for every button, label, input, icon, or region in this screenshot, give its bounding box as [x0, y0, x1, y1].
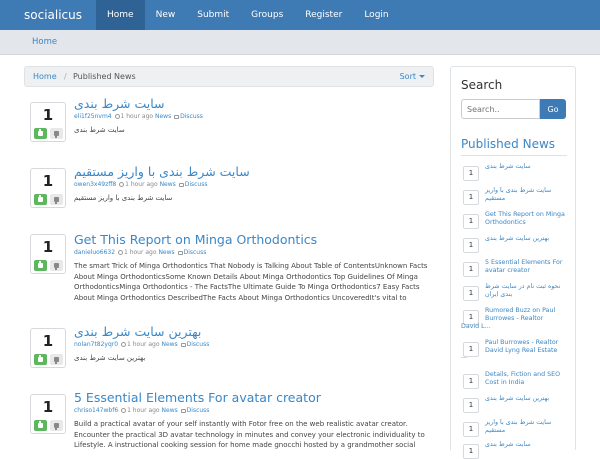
upvote-button[interactable]: [34, 128, 47, 139]
story-category[interactable]: News: [159, 181, 176, 188]
search-heading: Search: [461, 78, 503, 92]
story-author[interactable]: nolan7t82yqr0: [74, 341, 119, 348]
search-go-button[interactable]: Go: [540, 99, 566, 119]
news-list: [24, 66, 434, 449]
sidebar-vote-count: 1: [463, 262, 479, 277]
story-discuss[interactable]: Discuss: [186, 341, 210, 348]
story-category[interactable]: News: [154, 113, 172, 120]
vote-count: 1: [42, 398, 54, 416]
thumbs-down-icon: [54, 357, 59, 362]
published-news-heading: Published News: [461, 137, 556, 151]
story-description: The smart Trick of Minga Orthodontics That Nobody is Talking About Table of ContentsUnknown Facts About Minga OrthodonticsSome Known Details About Minga Orthodontics Top Guidelines Of Minga OrthodonticsMinga Orthodontics - The FactsThe Ultimate Guide To Minga Orthodontics7 Easy Facts About Minga Orthodontics DescribedThe Facts About Minga Orthodontics UncoveredIt's vital to: [74, 262, 428, 302]
story-time: 1 hour ago: [127, 341, 160, 348]
thumbs-up-icon: [38, 423, 43, 428]
vote-count: 1: [42, 332, 54, 350]
clock-icon: [118, 250, 123, 255]
breadcrumb-current: Published News: [73, 72, 136, 81]
breadcrumb-home-link[interactable]: Home: [32, 37, 58, 47]
upvote-button[interactable]: [34, 194, 47, 205]
thumbs-up-icon: [38, 357, 43, 362]
comment-icon: [179, 183, 184, 187]
sidebar-vote-count: 1: [463, 310, 479, 325]
story-meta: [74, 341, 209, 348]
sidebar-vote-count: 1: [463, 238, 479, 253]
vote-box: [30, 234, 66, 274]
story-description: سایت شرط بندی: [74, 126, 125, 134]
sort-label: Sort: [399, 72, 416, 81]
comment-icon: [181, 409, 186, 413]
downvote-button[interactable]: [50, 194, 63, 205]
comment-icon: [174, 115, 179, 119]
vote-count: 1: [42, 238, 54, 256]
nav-submit[interactable]: Submit: [197, 10, 230, 20]
caret-down-icon: [419, 75, 425, 78]
sidebar-news-title[interactable]: بهترین سایت شرط بندی: [485, 395, 550, 402]
nav-groups[interactable]: Groups: [251, 10, 284, 20]
sidebar-vote-count: 1: [463, 286, 479, 301]
sidebar: [450, 66, 576, 455]
sidebar-news-title[interactable]: Paul Burrowes - Realtor David Lyng Real Estate: [485, 339, 559, 354]
sidebar-news-title[interactable]: سایت شرط بندی با واریز مستقیم: [485, 187, 552, 202]
thumbs-up-icon: [38, 197, 43, 202]
breadcrumb-separator: /: [64, 72, 67, 81]
nav-home[interactable]: Home: [96, 0, 145, 30]
story-author[interactable]: chriso147wbf6: [74, 407, 119, 414]
clock-icon: [121, 342, 126, 347]
sidebar-news-title-continued[interactable]: David L...: [461, 323, 491, 330]
thumbs-down-icon: [54, 263, 59, 268]
downvote-button[interactable]: [50, 420, 63, 431]
story-description: Build a practical avatar of your self instantly with Fotor free on the web realistic avatar creator. Encounter the practical 3D avatar technology in minutes and convey your electronic individuality to Lifestyle. A instructional cooking session for home made gnocchi hosted by a grandmother social: [74, 420, 425, 449]
downvote-button[interactable]: [50, 354, 63, 365]
top-navbar: [0, 0, 600, 30]
search-input[interactable]: [461, 99, 540, 119]
story-meta: [74, 113, 203, 120]
divider: [461, 155, 567, 156]
story-time: 1 hour ago: [123, 249, 157, 256]
story-title[interactable]: بهترین سایت شرط بندی: [74, 324, 202, 339]
breadcrumb-home[interactable]: Home: [33, 72, 57, 81]
comment-icon: [178, 251, 183, 255]
sidebar-vote-count: 1: [463, 398, 479, 413]
nav-new[interactable]: New: [155, 10, 176, 20]
thumbs-down-icon: [54, 131, 59, 136]
vote-count: 1: [42, 172, 54, 190]
story-title[interactable]: Get This Report on Minga Orthodontics: [74, 232, 318, 247]
sidebar-vote-count: 1: [463, 190, 479, 205]
upvote-button[interactable]: [34, 260, 47, 271]
sidebar-vote-count: 1: [463, 342, 479, 357]
story-discuss[interactable]: Discuss: [186, 407, 210, 414]
story-author[interactable]: danieluo6632: [74, 249, 116, 256]
vote-box: [30, 168, 66, 208]
thumbs-up-icon: [38, 263, 43, 268]
sidebar-news-title[interactable]: Rumored Buzz on Paul Burrowes - Realtor: [485, 307, 556, 322]
clock-icon: [119, 182, 124, 187]
story-description: سایت شرط بندی با واریز مستقیم: [74, 194, 173, 202]
story-time: 1 hour ago: [120, 113, 154, 120]
sidebar-news-title[interactable]: نحوه ثبت نام در سایت شرط بندی ایران: [485, 283, 561, 298]
sidebar-vote-count: 1: [463, 422, 479, 437]
story-category[interactable]: News: [158, 249, 175, 256]
sidebar-news-title[interactable]: سایت شرط بندی: [485, 441, 531, 448]
story-author[interactable]: eli1f25nvm4: [74, 113, 112, 120]
sidebar-news-title-continued[interactable]: ...: [461, 353, 468, 360]
story-discuss[interactable]: Discuss: [183, 249, 207, 256]
story-meta: [74, 249, 206, 256]
vote-box: [30, 328, 66, 368]
breadcrumb-bar: [0, 30, 600, 55]
vote-count: 1: [42, 106, 54, 124]
sidebar-vote-count: 1: [463, 374, 479, 389]
nav-register[interactable]: Register: [305, 10, 343, 20]
downvote-button[interactable]: [50, 260, 63, 271]
story-category[interactable]: News: [161, 341, 178, 348]
upvote-button[interactable]: [34, 420, 47, 431]
story-category[interactable]: News: [161, 407, 178, 414]
sidebar-news-title[interactable]: سایت شرط بندی با واریز مستقیم: [485, 419, 552, 434]
comment-icon: [181, 343, 186, 347]
sidebar-vote-count: 1: [463, 214, 479, 229]
thumbs-up-icon: [38, 131, 43, 136]
sidebar-news-title[interactable]: Details, Fiction and SEO Cost in India: [485, 371, 561, 386]
downvote-button[interactable]: [50, 128, 63, 139]
nav-login[interactable]: Login: [364, 10, 389, 20]
sidebar-vote-count: 1: [463, 444, 479, 459]
story-discuss[interactable]: Discuss: [180, 113, 203, 120]
brand-logo[interactable]: socialicus: [24, 8, 83, 22]
vote-box: [30, 102, 66, 142]
sidebar-news-title[interactable]: بهترین سایت شرط بندی: [485, 235, 550, 242]
sidebar-news-title[interactable]: 5 Essential Elements For avatar creator: [485, 259, 563, 274]
thumbs-down-icon: [54, 197, 59, 202]
story-title[interactable]: سایت شرط بندی: [74, 96, 165, 111]
story-time: 1 hour ago: [127, 407, 160, 414]
sidebar-vote-count: 1: [463, 166, 479, 181]
story-discuss[interactable]: Discuss: [184, 181, 208, 188]
story-author[interactable]: owen3x49zff8: [74, 181, 117, 188]
story-description: بهترین سایت شرط بندی: [74, 354, 146, 362]
sidebar-news-title[interactable]: سایت شرط بندی: [485, 163, 531, 170]
sort-dropdown[interactable]: [400, 72, 425, 81]
story-title[interactable]: 5 Essential Elements For avatar creator: [74, 390, 321, 405]
story-meta: [74, 181, 207, 188]
story-meta: [74, 407, 209, 414]
clock-icon: [115, 114, 120, 119]
story-time: 1 hour ago: [125, 181, 158, 188]
story-title[interactable]: سایت شرط بندی با واریز مستقیم: [74, 164, 250, 179]
vote-box: [30, 394, 66, 434]
sidebar-news-title[interactable]: Get This Report on Minga Orthodontics: [485, 211, 565, 226]
clock-icon: [121, 408, 126, 413]
thumbs-down-icon: [54, 423, 59, 428]
upvote-button[interactable]: [34, 354, 47, 365]
breadcrumb: [24, 66, 434, 87]
